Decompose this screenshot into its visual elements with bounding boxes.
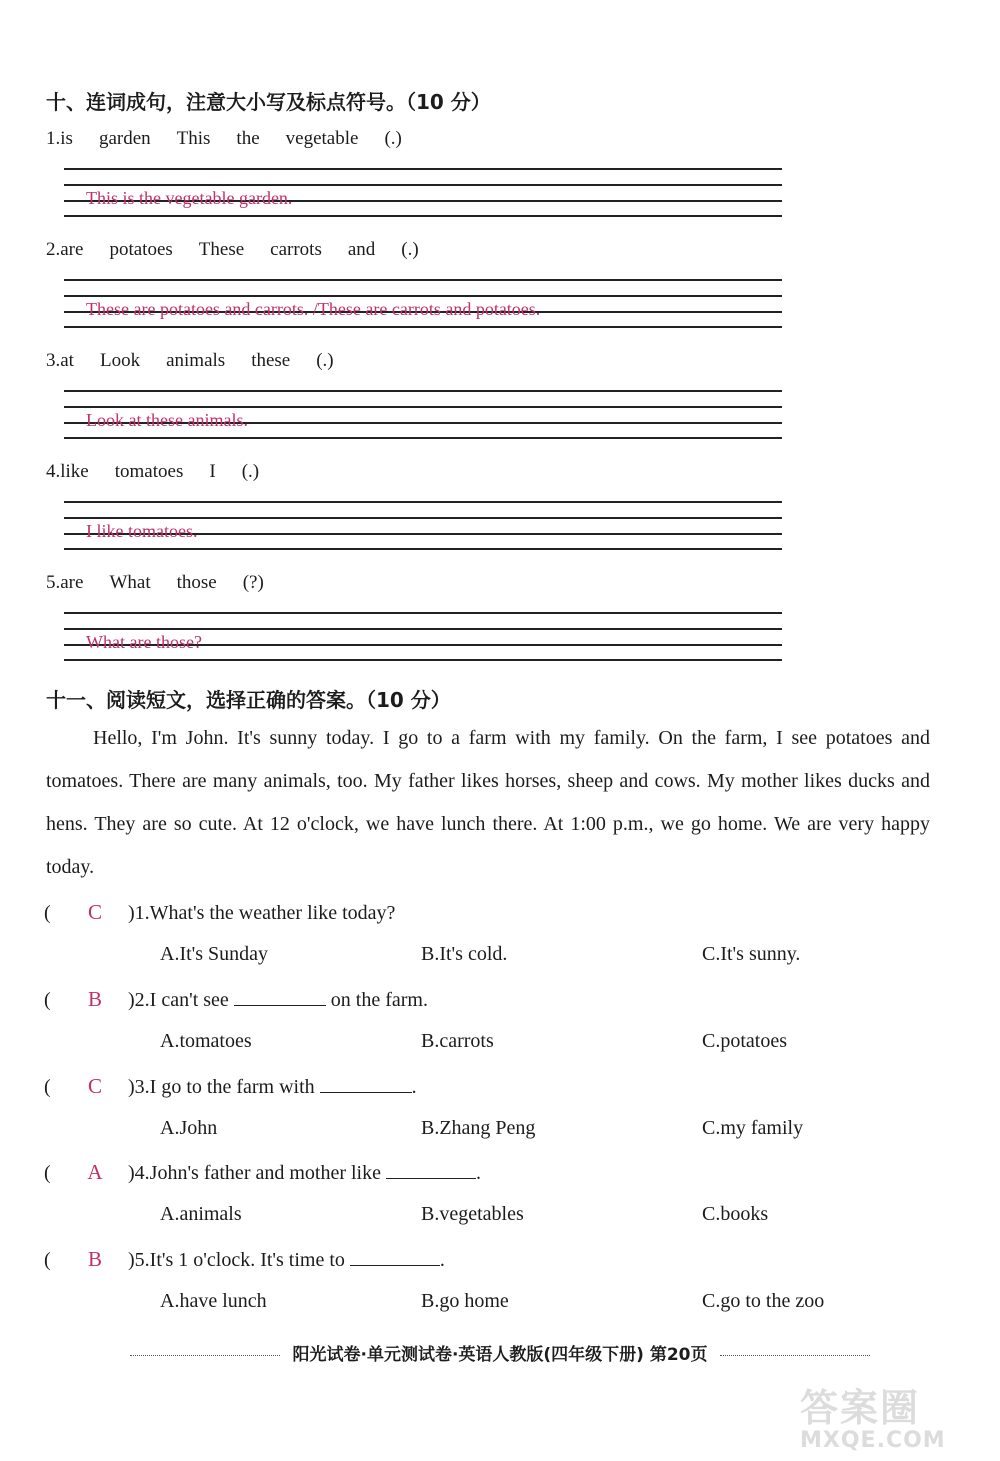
reorder-question-3: 3.at Look animals these (.) <box>46 350 334 371</box>
reorder-question-5: 5.are What those (?) <box>46 572 264 593</box>
option-2b: B.carrots <box>421 1030 494 1052</box>
section-10-heading: 十、连词成句，注意大小写及标点符号。（10 分） <box>46 90 491 114</box>
option-1a: A.It's Sunday <box>160 943 269 965</box>
answer-3: Look at these animals. <box>86 410 248 430</box>
option-3a: A.John <box>160 1117 218 1139</box>
option-3b: B.Zhang Peng <box>421 1117 536 1139</box>
blank-4 <box>386 1164 476 1179</box>
option-4c: C.books <box>702 1203 769 1225</box>
option-4a: A.animals <box>160 1203 242 1225</box>
option-3c: C.my family <box>702 1117 804 1139</box>
blank-5 <box>350 1251 440 1266</box>
mc-question-3: ( C )3.I go to the farm with . <box>44 1074 417 1098</box>
option-1c: C.It's sunny. <box>702 943 801 965</box>
option-5a: A.have lunch <box>160 1290 267 1312</box>
mc-question-4: ( A )4.John's father and mother like . <box>44 1160 481 1184</box>
mc-question-2: ( B )2.I can't see on the farm. <box>44 987 428 1011</box>
option-5b: B.go home <box>421 1290 509 1312</box>
option-5c: C.go to the zoo <box>702 1290 825 1312</box>
page-footer <box>0 1340 1000 1370</box>
answer-2: These are potatoes and carrots. /These are carrots and potatoes. <box>86 299 541 319</box>
mc-answer-2: B <box>87 987 102 1011</box>
reading-passage: Hello, I'm John. It's sunny today. I go to a farm with my family. On the farm, I see potatoes and tomatoes. There are many animals, too. My father likes horses, sheep and cows. My mother likes ducks and hens. They are so cute. At 12 o'clock, we have lunch there. At 1:00 p.m., we go home. We are very happy today. <box>46 727 930 878</box>
mc-answer-3: C <box>87 1074 102 1098</box>
blank-2 <box>234 991 326 1006</box>
mc-answer-5: B <box>87 1247 102 1271</box>
option-4b: B.vegetables <box>421 1203 524 1225</box>
reorder-question-2: 2.are potatoes These carrots and (.) <box>46 239 419 260</box>
blank-3 <box>320 1078 412 1093</box>
mc-question-5: ( B )5.It's 1 o'clock. It's time to . <box>44 1247 445 1271</box>
option-1b: B.It's cold. <box>421 943 508 965</box>
footer-dots-right <box>720 1355 870 1356</box>
answer-5: What are those? <box>86 632 202 652</box>
section-11-heading: 十一、阅读短文，选择正确的答案。（10 分） <box>46 688 451 712</box>
footer-dots-left <box>130 1355 280 1356</box>
option-2c: C.potatoes <box>702 1030 787 1052</box>
option-2a: A.tomatoes <box>160 1030 252 1052</box>
reorder-question-1: 1.is garden This the vegetable (.) <box>46 128 402 149</box>
mc-question-1: ( C )1.What's the weather like today? <box>44 900 396 924</box>
answer-1: This is the vegetable garden. <box>86 188 293 208</box>
mc-answer-4: A <box>87 1160 103 1184</box>
reorder-question-4: 4.like tomatoes I (.) <box>46 461 260 482</box>
footer-text: 阳光试卷·单元测试卷·英语人教版(四年级下册) 第20页 <box>292 1345 708 1365</box>
watermark-logo: 答案圈 MXQE.COM <box>800 1386 946 1453</box>
mc-answer-1: C <box>87 900 102 924</box>
answer-4: I like tomatoes. <box>86 521 198 541</box>
